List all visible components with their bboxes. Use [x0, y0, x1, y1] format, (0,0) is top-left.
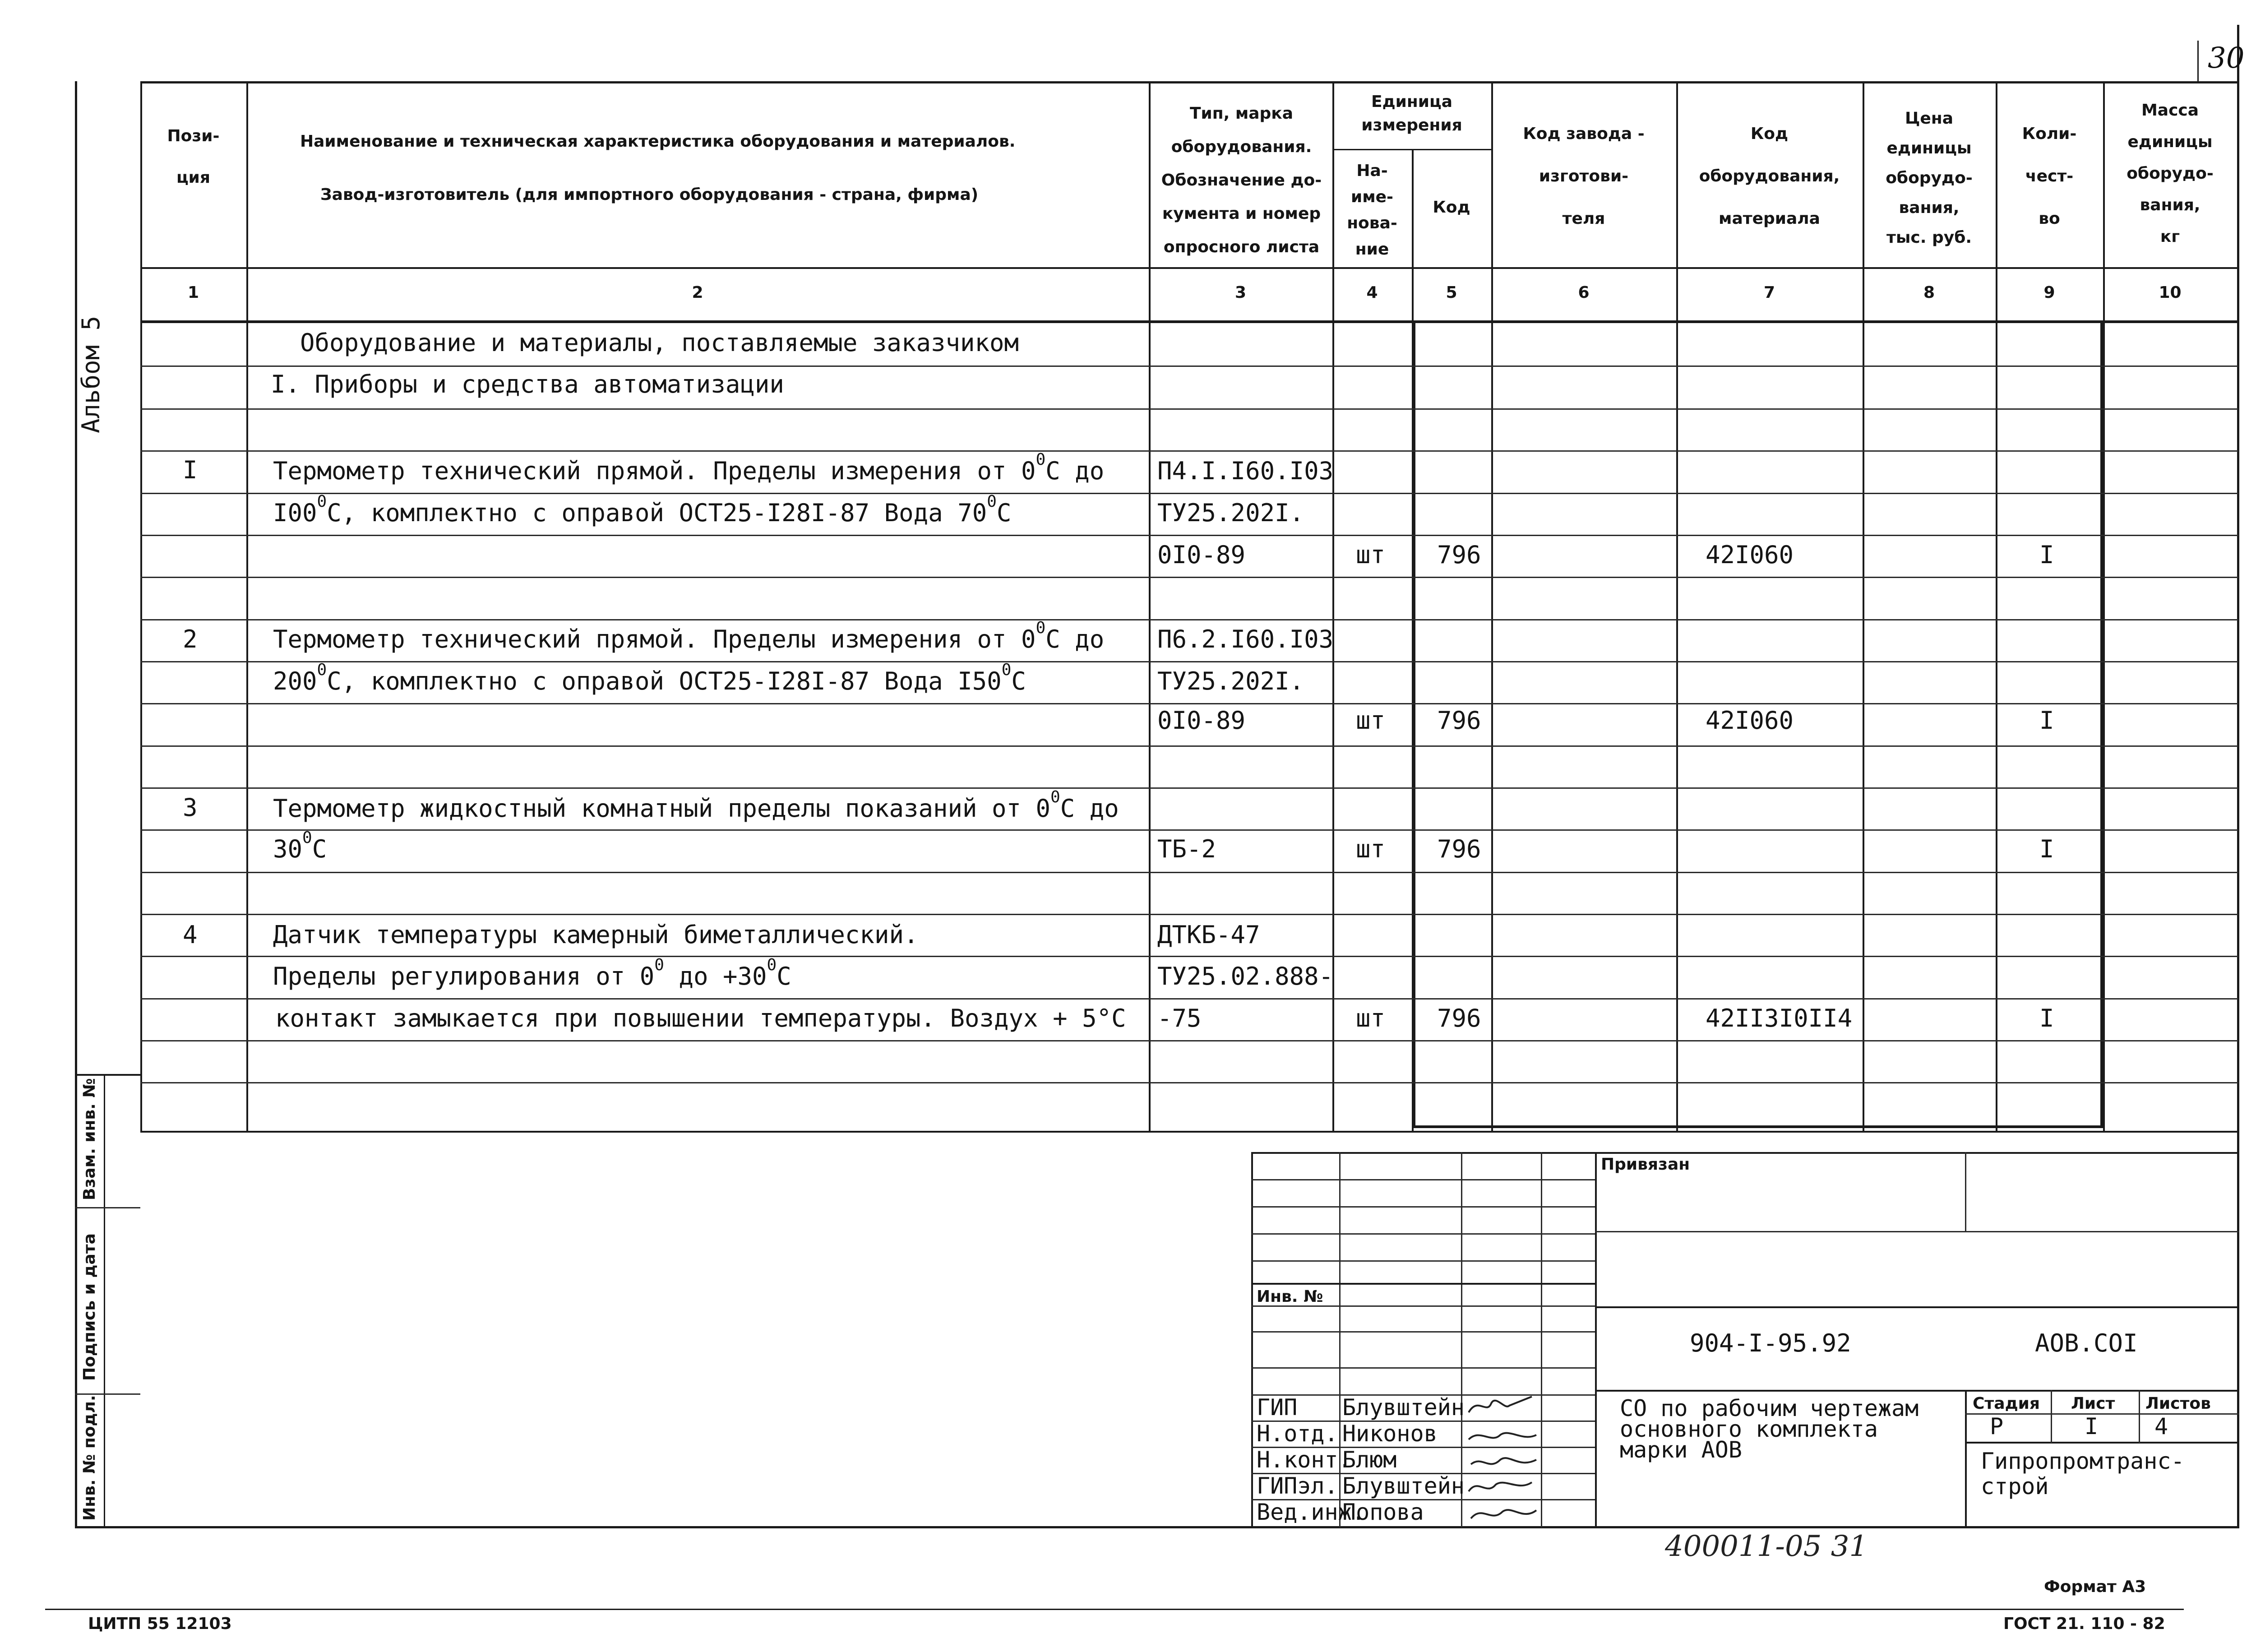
hdr-col2-line2: Завод-изготовитель (для импортного оборудования - страна, фирма) — [320, 185, 979, 204]
item-4-desc-line2: Пределы регулирования от $0^0$ до $+30^0С$ — [273, 956, 791, 990]
side-stamp-mid — [104, 1074, 105, 1527]
tb-left — [1251, 1152, 1253, 1527]
header-bottom — [140, 267, 2238, 269]
frame-bottom — [75, 1526, 2239, 1528]
colnum-2: 2 — [692, 283, 703, 302]
subsection-title: I. Приборы и средства автоматизации — [271, 370, 784, 398]
row-line — [140, 1082, 2238, 1083]
tb-grid-h — [1251, 1179, 1595, 1180]
tb-sheet: I — [2085, 1413, 2099, 1439]
tb-grid-h — [1251, 1233, 1595, 1235]
sheet-number-box-left — [2197, 41, 2199, 82]
item-2-unit: шт — [1356, 706, 1386, 735]
sig-name: Блувштейн — [1342, 1394, 1465, 1421]
tb-stage-h2 — [1965, 1442, 2239, 1444]
section-title: Оборудование и материалы, поставляемые заказчиком — [300, 329, 1019, 357]
tb-grid-v — [1461, 1152, 1462, 1527]
colnum-10: 10 — [2159, 283, 2182, 302]
item-3-type-1: ТБ-2 — [1157, 835, 1216, 863]
side-stamp-vzam: Взам. инв. № — [80, 1078, 99, 1200]
item-1-code: 796 — [1437, 541, 1481, 569]
tb-stage: Р — [1990, 1413, 2004, 1439]
item-4-desc-line3: контакт замыкается при повышении температуры. Воздух + 5°С — [275, 1004, 1126, 1032]
tb-privyazan: Привязан — [1601, 1155, 1690, 1174]
col-sep-10-bold — [1413, 321, 1415, 1127]
item-1-type-1: П4.I.I60.I03 — [1157, 457, 1334, 485]
row-line — [140, 619, 2238, 620]
tb-stage-label: Стадия — [1973, 1394, 2040, 1413]
item-4-material-code: 42II3I0II4 — [1706, 1004, 1853, 1032]
item-3-desc-line2: $30^0С$ — [273, 828, 327, 863]
row-line — [140, 914, 2238, 915]
tb-top — [1251, 1152, 2239, 1154]
frame-top — [140, 81, 2238, 83]
item-2-desc-line2: $200^0С$, комплектно с оправой ОСТ25-I28I-87 Вода $I50^0С$ — [273, 661, 1026, 695]
tb-sheets-label: Листов — [2145, 1394, 2211, 1413]
col-sep-1 — [246, 81, 248, 1133]
col-sep-11-bold — [2100, 321, 2103, 1127]
tb-stage-v — [2139, 1390, 2140, 1443]
tb-inv-no: Инв. № — [1257, 1287, 1323, 1306]
side-stamp-sep — [75, 1207, 140, 1208]
tb-grid-v — [1541, 1152, 1542, 1527]
item-3-unit: шт — [1356, 835, 1386, 863]
tb-doc-mark: АОВ.СОI — [2035, 1329, 2138, 1357]
tb-grid-h — [1251, 1206, 1595, 1208]
tb-grid-v-main — [1595, 1152, 1597, 1527]
tb-grid-h — [1251, 1331, 1595, 1333]
tb-doc-title: СО по рабочим чертежам основного комплекта марки АОВ — [1620, 1395, 1919, 1463]
side-stamp-top — [75, 1074, 140, 1076]
footer-left: ЦИТП 55 12103 — [88, 1615, 232, 1633]
sheet-number: 30 — [2208, 42, 2245, 75]
item-4-desc-line1: Датчик температуры камерный биметаллический. — [273, 921, 919, 949]
table-bottom-bold — [1413, 1125, 2103, 1128]
tb-stage-h — [1965, 1413, 2239, 1415]
row-line — [140, 366, 2238, 367]
colnum-8: 8 — [1923, 283, 1935, 302]
sig-name: Никонов — [1342, 1421, 1438, 1447]
item-4-unit: шт — [1356, 1004, 1386, 1032]
colnum-6: 6 — [1578, 283, 1590, 302]
tb-stage-v — [2051, 1390, 2052, 1443]
colnum-9: 9 — [2043, 283, 2055, 302]
row-line — [140, 998, 2238, 1000]
item-4-pos: 4 — [183, 921, 198, 949]
item-4-code: 796 — [1437, 1004, 1481, 1032]
album-label: Альбом 5 — [77, 315, 105, 433]
hdr-col4: На- име- нова- ние — [1347, 162, 1397, 259]
footer-rule — [45, 1609, 2184, 1610]
row-line — [140, 661, 2238, 662]
handwritten-archive-number: 400011-05 31 — [1665, 1530, 1868, 1563]
tb-doc-code: 904-I-95.92 — [1690, 1329, 1851, 1357]
table-left — [140, 81, 142, 1133]
hdr-col6: Код завода - изготови- теля — [1523, 125, 1645, 228]
tb-sheet-label: Лист — [2071, 1394, 2115, 1413]
colnum-3: 3 — [1234, 283, 1247, 302]
colnum-7: 7 — [1763, 283, 1775, 302]
row-line — [140, 1040, 2238, 1041]
item-3-pos: 3 — [183, 793, 198, 822]
handwritten-signature — [1464, 1392, 1541, 1527]
item-2-type-3: 0I0-89 — [1157, 706, 1246, 735]
frame-right — [2237, 25, 2239, 1527]
item-4-type-1: ДТКБ-47 — [1157, 921, 1260, 949]
row-line — [140, 577, 2238, 578]
item-2-code: 796 — [1437, 706, 1481, 735]
hdr-col2-line1: Наименование и техническая характеристика оборудования и материалов. — [300, 132, 1016, 151]
item-2-type-1: П6.2.I60.I03 — [1157, 625, 1334, 653]
side-stamp-inv-podl: Инв. № подл. — [80, 1395, 99, 1521]
row-line — [140, 829, 2238, 831]
colnum-5: 5 — [1446, 283, 1457, 302]
footer-format: Формат А3 — [2044, 1578, 2146, 1596]
sig-name: Блувштейн — [1342, 1473, 1465, 1499]
item-1-unit: шт — [1356, 541, 1386, 569]
hdr-col5: Код — [1433, 198, 1470, 217]
sig-role: Н.отд. — [1257, 1421, 1338, 1447]
item-1-qty: I — [2039, 541, 2054, 569]
row-line — [140, 450, 2238, 452]
tb-right-v — [1965, 1390, 1967, 1527]
row-line — [140, 703, 2238, 704]
item-2-pos: 2 — [183, 625, 198, 653]
sig-role: Н.конт. — [1257, 1447, 1352, 1473]
row-line — [140, 787, 2238, 789]
sig-role: Вед.инж. — [1257, 1499, 1365, 1525]
side-stamp-podpis: Подпись и дата — [80, 1233, 99, 1381]
hdr-col7: Код оборудования, материала — [1699, 125, 1840, 228]
hdr-col45: Единица измерения — [1361, 93, 1462, 134]
item-4-qty: I — [2039, 1004, 2054, 1032]
tb-sheets: 4 — [2154, 1413, 2168, 1439]
tb-right-h — [1595, 1390, 2239, 1392]
item-3-qty: I — [2039, 835, 2054, 863]
tb-grid-h — [1251, 1260, 1595, 1262]
colnum-4: 4 — [1366, 283, 1378, 302]
side-stamp-left — [75, 1074, 77, 1527]
row-line — [140, 493, 2238, 494]
sig-name: Блюм — [1342, 1447, 1397, 1473]
colnum-bottom — [140, 320, 2238, 323]
item-4-type-2: ТУ25.02.888- — [1157, 962, 1334, 990]
sig-role: ГИП — [1257, 1394, 1298, 1421]
sig-role: ГИПэл. — [1257, 1473, 1338, 1499]
tb-right-v — [1965, 1152, 1966, 1232]
item-2-material-code: 42I060 — [1706, 706, 1794, 735]
tb-grid-h — [1251, 1367, 1595, 1369]
sig-name: Попова — [1342, 1499, 1424, 1525]
tb-right-h — [1595, 1306, 2239, 1308]
table-bottom — [140, 1131, 2238, 1133]
row-line — [140, 408, 2238, 410]
item-2-qty: I — [2039, 706, 2054, 735]
item-3-code: 796 — [1437, 835, 1481, 863]
item-1-desc-line2: $I00^0С$, комплектно с оправой ОСТ25-I28I-87 Вода $70^0С$ — [273, 492, 1012, 527]
tb-grid-h — [1251, 1283, 1595, 1285]
hdr-col9: Коли- чест- во — [2022, 125, 2077, 228]
hdr-col1: Пози- ция — [167, 127, 220, 187]
item-4-type-3: -75 — [1157, 1004, 1202, 1032]
item-1-pos: I — [183, 456, 198, 484]
tb-organization: Гипропромтранс- строй — [1981, 1448, 2185, 1499]
item-1-type-3: 0I0-89 — [1157, 541, 1246, 569]
tb-right-h — [1595, 1231, 2239, 1232]
hdr-col3: Тип, марка оборудования. Обозначение до- кумента и номер опросного листа — [1161, 104, 1322, 256]
colnum-1: 1 — [187, 283, 199, 302]
item-1-desc-line1: Термометр технический прямой. Пределы измерения от $0^0С$ до — [273, 450, 1105, 485]
hdr-col8: Цена единицы оборудо- вания, тыс. руб. — [1886, 109, 1973, 247]
item-1-material-code: 42I060 — [1706, 541, 1794, 569]
row-line — [140, 745, 2238, 747]
footer-right: ГОСТ 21. 110 - 82 — [2003, 1615, 2165, 1633]
hdr-col10: Масса единицы оборудо- вания, кг — [2127, 101, 2214, 246]
unit-header-split — [1332, 149, 1491, 150]
row-line — [140, 956, 2238, 957]
item-3-desc-line1: Термометр жидкостный комнатный пределы показаний от $0^0С$ до — [273, 788, 1119, 823]
row-line — [140, 872, 2238, 873]
row-line — [140, 535, 2238, 536]
item-1-type-2: ТУ25.202I. — [1157, 499, 1304, 527]
item-2-desc-line1: Термометр технический прямой. Пределы измерения от $0^0С$ до — [273, 619, 1105, 653]
item-2-type-2: ТУ25.202I. — [1157, 667, 1304, 695]
